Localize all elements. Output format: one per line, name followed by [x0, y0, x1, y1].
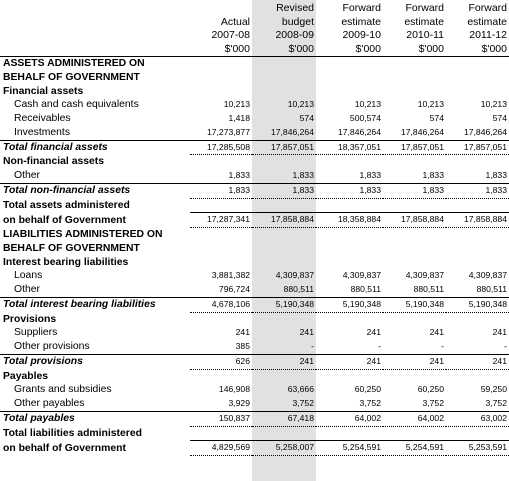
table-row: [0, 383, 509, 397]
table-row: [0, 269, 509, 283]
row-value: [190, 426, 252, 441]
row-value: [383, 155, 446, 169]
row-value: [446, 155, 509, 169]
row-label: Receivables: [14, 113, 71, 124]
row-label: on behalf of Government: [3, 214, 126, 226]
column-header-unit: $'000: [252, 43, 316, 57]
row-value: [316, 369, 383, 383]
row-value: 880,511: [476, 284, 507, 294]
row-value: [316, 71, 383, 85]
header-row-line2: [0, 16, 509, 30]
header-blank: [0, 43, 190, 57]
column-header-unit: $'000: [316, 43, 383, 57]
row-value: 5,254,591: [316, 441, 383, 456]
table-row: [0, 228, 509, 242]
row-value: 17,846,264: [463, 126, 507, 137]
row-label: ASSETS ADMINISTERED ON: [3, 58, 145, 69]
row-label: Non-financial assets: [3, 156, 105, 168]
row-value: [316, 312, 383, 326]
row-value: 63,002: [446, 411, 509, 426]
row-value: [190, 228, 252, 242]
table-row: [0, 256, 509, 270]
row-value: 17,846,264: [270, 126, 314, 137]
row-value: 5,253,591: [446, 441, 509, 456]
column-header-line2: Actual: [220, 15, 250, 28]
table-body: [0, 57, 509, 456]
column-header-year: 2010-11: [406, 29, 444, 41]
table-row: [0, 441, 509, 456]
row-value: [316, 228, 383, 242]
row-label: Total interest bearing liabilities: [0, 297, 190, 312]
row-value: 5,190,348: [316, 297, 383, 312]
table-row: [0, 426, 509, 441]
row-value: 17,287,341: [190, 213, 252, 228]
row-value: [446, 71, 509, 85]
row-label: Grants and subsidies: [14, 384, 112, 396]
row-label: Interest bearing liabilities: [3, 256, 129, 268]
row-value: 67,418: [252, 411, 316, 426]
table-row: [0, 155, 509, 169]
row-value: [383, 85, 446, 99]
row-value: 17,858,884: [446, 213, 509, 228]
row-value: 1,418: [228, 113, 250, 123]
header-row-year: [0, 29, 509, 43]
row-value: 150,837: [190, 411, 252, 426]
table-row: [0, 369, 509, 383]
row-label: Total payables: [0, 411, 190, 426]
row-value: 64,002: [316, 411, 383, 426]
row-value: 60,250: [354, 384, 381, 395]
row-value: [252, 198, 316, 213]
row-value: [252, 242, 316, 256]
row-label: Cash and cash equivalents: [14, 99, 139, 111]
row-value: 10,213: [417, 99, 444, 110]
row-value: 64,002: [383, 411, 446, 426]
table-row: [0, 198, 509, 213]
row-value: 1,833: [383, 183, 446, 198]
row-value: [190, 242, 252, 256]
row-value: 1,833: [190, 183, 252, 198]
row-value: [190, 369, 252, 383]
row-value: [190, 256, 252, 270]
row-label: Payables: [3, 370, 49, 382]
row-value: 574: [299, 113, 314, 123]
row-value: 241: [492, 327, 507, 338]
row-value: 241: [446, 354, 509, 369]
row-value: 17,857,051: [252, 140, 316, 155]
row-value: 1,833: [422, 170, 444, 180]
row-label: Financial assets: [3, 85, 84, 97]
header-blank: [0, 29, 190, 43]
row-value: [190, 71, 252, 85]
column-header-unit: $'000: [383, 43, 446, 57]
row-value: [383, 242, 446, 256]
row-value: [252, 71, 316, 85]
row-value: [190, 85, 252, 99]
row-value: [446, 312, 509, 326]
row-label: Other: [14, 284, 40, 295]
row-value: 10,213: [223, 99, 250, 110]
row-label: BEHALF OF GOVERNMENT: [3, 242, 140, 254]
row-value: 3,752: [292, 398, 314, 408]
column-header-year: 2008-09: [275, 29, 314, 41]
column-header-year: 2007-08: [211, 29, 250, 41]
row-value: 880,511: [413, 284, 444, 294]
row-value: 10,213: [480, 99, 507, 110]
table-row: [0, 71, 509, 85]
row-value: [190, 198, 252, 213]
column-header-line2: estimate: [404, 15, 444, 28]
table-row: [0, 242, 509, 256]
row-value: [446, 426, 509, 441]
table-row: [0, 112, 509, 126]
row-value: [383, 57, 446, 71]
row-value: [190, 57, 252, 71]
table-row: [0, 213, 509, 228]
row-value: 18,358,884: [316, 213, 383, 228]
row-value: [446, 228, 509, 242]
row-value: [446, 256, 509, 270]
row-value: -: [504, 341, 507, 351]
row-value: 1,833: [359, 170, 381, 180]
row-value: [316, 426, 383, 441]
header-blank: [0, 16, 190, 30]
row-value: [446, 85, 509, 99]
row-value: 574: [492, 113, 507, 123]
row-value: [316, 85, 383, 99]
column-header-line2: estimate: [467, 15, 507, 28]
row-value: 17,857,051: [383, 140, 446, 155]
row-value: 17,858,884: [383, 213, 446, 228]
row-value: 146,908: [218, 384, 250, 395]
row-value: 241: [252, 354, 316, 369]
row-value: 241: [429, 327, 444, 338]
row-value: 63,666: [287, 384, 314, 395]
table-header: [0, 2, 509, 57]
row-value: [316, 256, 383, 270]
row-label: Loans: [14, 270, 43, 282]
row-value: 17,858,884: [252, 213, 316, 228]
row-label: Provisions: [3, 313, 57, 325]
row-value: [383, 71, 446, 85]
column-header-year: 2009-10: [342, 29, 381, 41]
row-value: 17,857,051: [446, 140, 509, 155]
row-value: [316, 242, 383, 256]
table-row: [0, 57, 509, 71]
row-value: 5,190,348: [252, 297, 316, 312]
row-value: 241: [316, 354, 383, 369]
row-value: 241: [235, 327, 250, 338]
row-value: 5,190,348: [446, 297, 509, 312]
row-value: 241: [366, 327, 381, 338]
table-row: [0, 340, 509, 354]
row-value: 4,678,106: [190, 297, 252, 312]
row-value: 5,258,007: [252, 441, 316, 456]
row-value: 3,881,382: [211, 270, 250, 281]
row-value: 4,309,837: [405, 270, 444, 281]
row-value: 10,213: [354, 99, 381, 110]
row-value: [252, 228, 316, 242]
row-value: 5,190,348: [383, 297, 446, 312]
row-value: 10,213: [287, 99, 314, 110]
column-header-line1: Forward: [468, 2, 507, 14]
administered-balance-sheet-table: [0, 2, 509, 456]
row-value: 17,285,508: [190, 140, 252, 155]
row-label: Other payables: [14, 398, 85, 409]
row-value: [252, 57, 316, 71]
row-value: [252, 312, 316, 326]
row-label: Other: [14, 170, 40, 181]
header-blank: [0, 2, 190, 16]
row-value: [383, 256, 446, 270]
row-value: 1,833: [292, 170, 314, 180]
column-header-line1: [190, 2, 252, 16]
row-value: [446, 369, 509, 383]
row-value: 18,357,051: [316, 140, 383, 155]
row-value: 241: [299, 327, 314, 338]
row-value: 4,309,837: [468, 270, 507, 281]
header-row-line1: [0, 2, 509, 16]
row-value: 59,250: [480, 384, 507, 395]
table-row: [0, 326, 509, 340]
table-row: [0, 312, 509, 326]
row-value: 500,574: [349, 113, 381, 123]
row-value: [446, 57, 509, 71]
row-value: -: [311, 341, 314, 351]
column-header-unit: $'000: [446, 43, 509, 57]
row-value: 574: [429, 113, 444, 123]
row-label: Other provisions: [14, 341, 90, 352]
row-value: [383, 198, 446, 213]
row-value: [383, 228, 446, 242]
row-value: -: [378, 341, 381, 351]
row-value: 3,752: [422, 398, 444, 408]
row-value: 1,833: [485, 170, 507, 180]
table-row: [0, 85, 509, 99]
row-value: 3,752: [359, 398, 381, 408]
table-row: [0, 126, 509, 140]
row-value: 3,929: [228, 398, 250, 408]
row-label: Total provisions: [0, 354, 190, 369]
column-header-line1: Forward: [342, 2, 381, 14]
row-value: [252, 369, 316, 383]
row-value: 3,752: [485, 398, 507, 408]
row-value: 60,250: [417, 384, 444, 395]
row-value: [383, 369, 446, 383]
table-row: [0, 354, 509, 369]
row-value: 241: [383, 354, 446, 369]
column-header-line1: Forward: [405, 2, 444, 14]
row-value: 1,833: [252, 183, 316, 198]
row-value: 4,309,837: [275, 270, 314, 281]
row-label: on behalf of Government: [3, 442, 126, 454]
row-label: LIABILITIES ADMINISTERED ON: [3, 229, 163, 240]
row-value: 17,846,264: [400, 126, 444, 137]
row-value: [252, 426, 316, 441]
row-value: [383, 312, 446, 326]
row-value: 880,511: [350, 284, 381, 294]
column-header-unit: $'000: [190, 43, 252, 57]
row-value: 626: [190, 354, 252, 369]
row-label: Suppliers: [14, 327, 58, 339]
row-value: 4,829,569: [190, 441, 252, 456]
row-value: [446, 242, 509, 256]
row-value: [252, 155, 316, 169]
row-label: Total assets administered: [3, 200, 130, 211]
table-row: [0, 140, 509, 155]
row-value: 796,724: [218, 284, 250, 294]
row-value: -: [441, 341, 444, 351]
row-value: [316, 198, 383, 213]
table-row: [0, 98, 509, 112]
row-value: 385: [235, 341, 250, 351]
table-row: [0, 397, 509, 411]
row-label: Total financial assets: [0, 140, 190, 155]
table-row: [0, 183, 509, 198]
row-value: 4,309,837: [342, 270, 381, 281]
column-header-line2: estimate: [341, 15, 381, 28]
row-label: Total liabilities administered: [3, 428, 142, 439]
table-row: [0, 283, 509, 297]
row-value: [252, 85, 316, 99]
row-value: 1,833: [446, 183, 509, 198]
row-value: [190, 155, 252, 169]
row-value: 5,254,591: [383, 441, 446, 456]
row-value: [383, 426, 446, 441]
row-value: 1,833: [228, 170, 250, 180]
table-row: [0, 411, 509, 426]
row-value: 1,833: [316, 183, 383, 198]
row-value: 880,511: [283, 284, 314, 294]
table-row: [0, 169, 509, 183]
column-header-year: 2011-12: [469, 29, 507, 41]
row-value: 17,846,264: [337, 126, 381, 137]
row-value: [252, 256, 316, 270]
row-value: 17,273,877: [206, 126, 250, 137]
table-row: [0, 297, 509, 312]
row-label: Total non-financial assets: [0, 183, 190, 198]
row-value: [190, 312, 252, 326]
column-header-line2: budget: [281, 15, 314, 28]
column-header-line1: Revised: [276, 2, 314, 14]
row-value: [316, 155, 383, 169]
header-row-unit: [0, 43, 509, 57]
row-value: [446, 198, 509, 213]
row-label: Investments: [14, 126, 71, 138]
row-label: BEHALF OF GOVERNMENT: [3, 71, 140, 83]
row-value: [316, 57, 383, 71]
